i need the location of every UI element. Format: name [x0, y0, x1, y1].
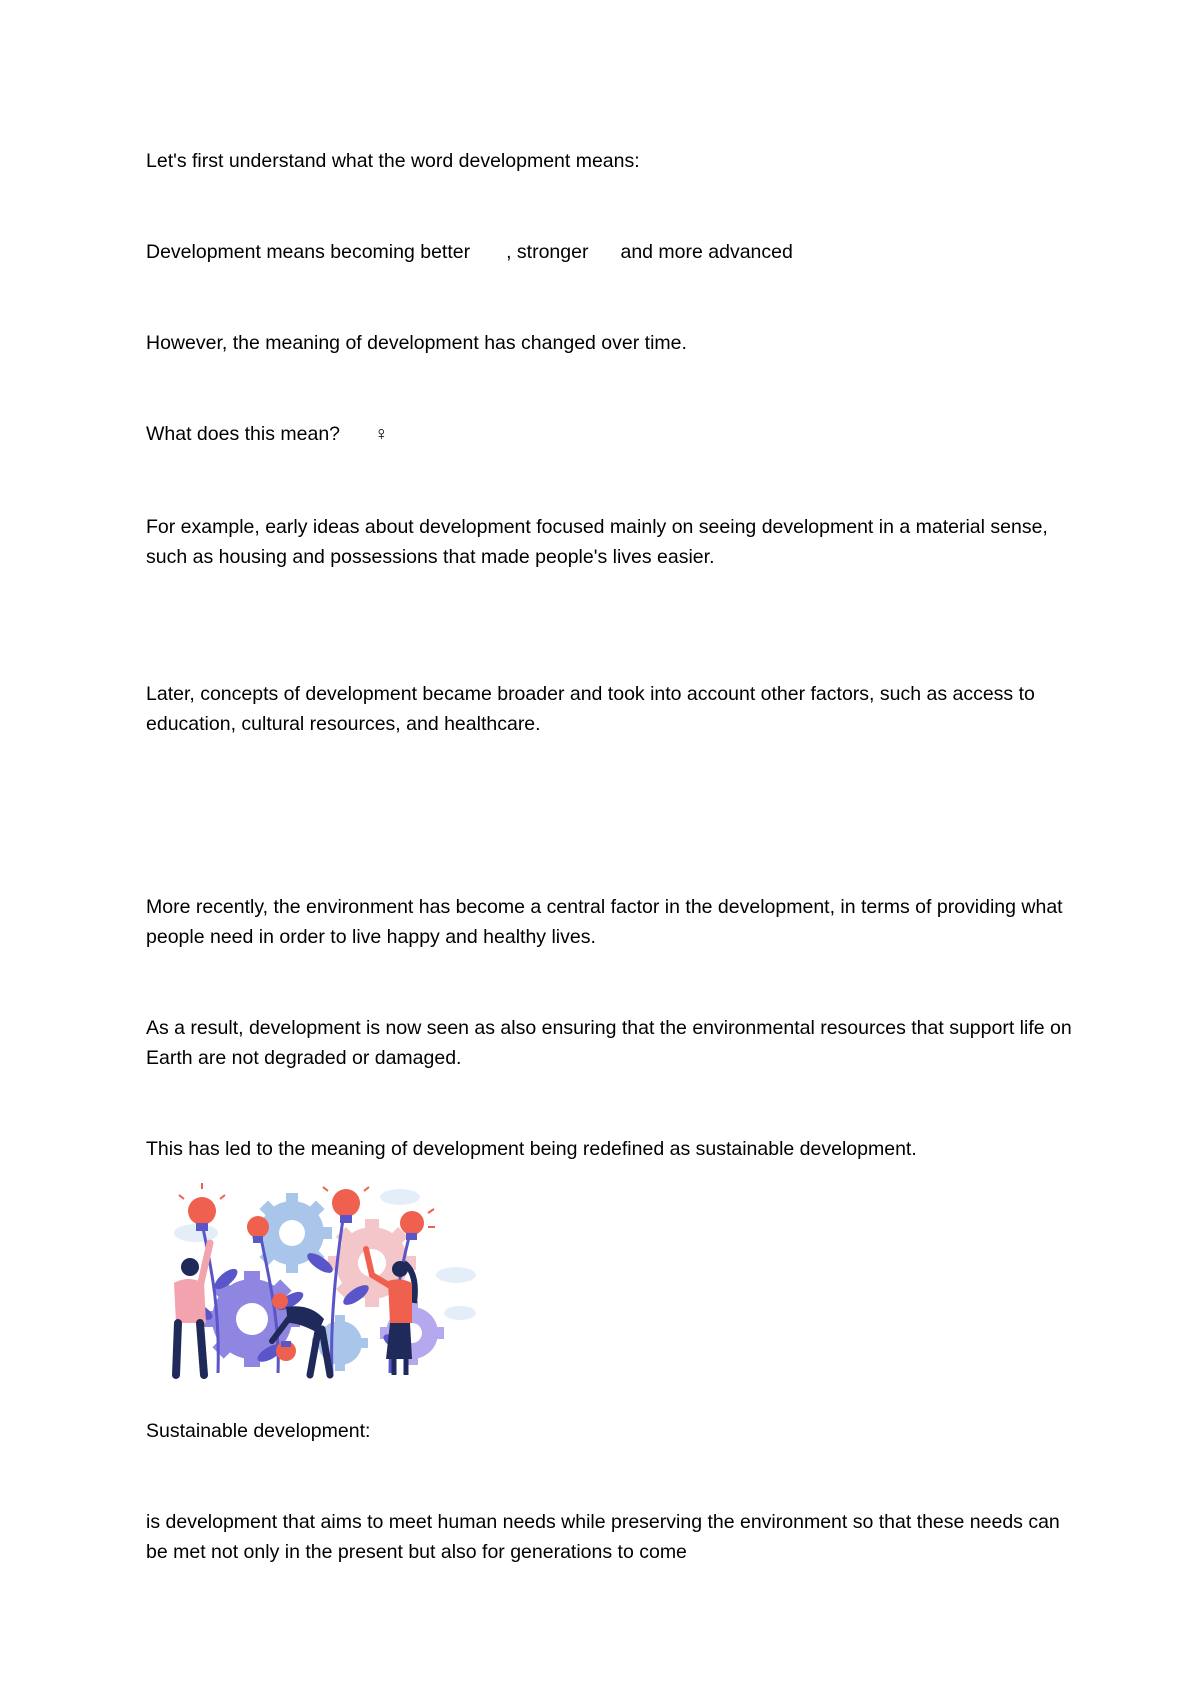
- definition-part-3: and more advanced: [620, 241, 793, 263]
- definition-part-2: , stronger: [506, 241, 589, 263]
- definition-part-1: Development means becoming better: [146, 241, 471, 263]
- recently-paragraph: More recently, the environment has become a central factor in the development, in terms of providing what people need in order to live happy and healthy lives.: [146, 896, 1063, 948]
- question-paragraph: [146, 419, 1076, 449]
- later-paragraph: Later, concepts of development became broader and took into account other factors, such as access to education, cultural resources, and healthcare.: [146, 683, 1035, 735]
- result-paragraph: As a result, development is now seen as also ensuring that the environmental resources that support life on Earth are not degraded or damaged.: [146, 1017, 1072, 1069]
- sustainable-heading: Sustainable development:: [146, 1420, 371, 1442]
- female-symbol-icon: ♀: [374, 423, 389, 445]
- definition-paragraph: [146, 237, 1076, 267]
- sustainable-definition-paragraph: is development that aims to meet human needs while preserving the environment so that these needs can be met not only in the present but also for generations to come: [146, 1511, 1060, 1563]
- example-paragraph: For example, early ideas about development focused mainly on seeing development in a material sense, such as housing and possessions that made people's lives easier.: [146, 516, 1048, 568]
- question-text: What does this mean?: [146, 423, 341, 445]
- however-paragraph: However, the meaning of development has changed over time.: [146, 332, 687, 354]
- redefined-paragraph: This has led to the meaning of development being redefined as sustainable development.: [146, 1138, 917, 1160]
- people-with-lightbulbs-and-gears-illustration-icon: [160, 1183, 480, 1379]
- intro-paragraph: Let's first understand what the word development means:: [146, 150, 640, 172]
